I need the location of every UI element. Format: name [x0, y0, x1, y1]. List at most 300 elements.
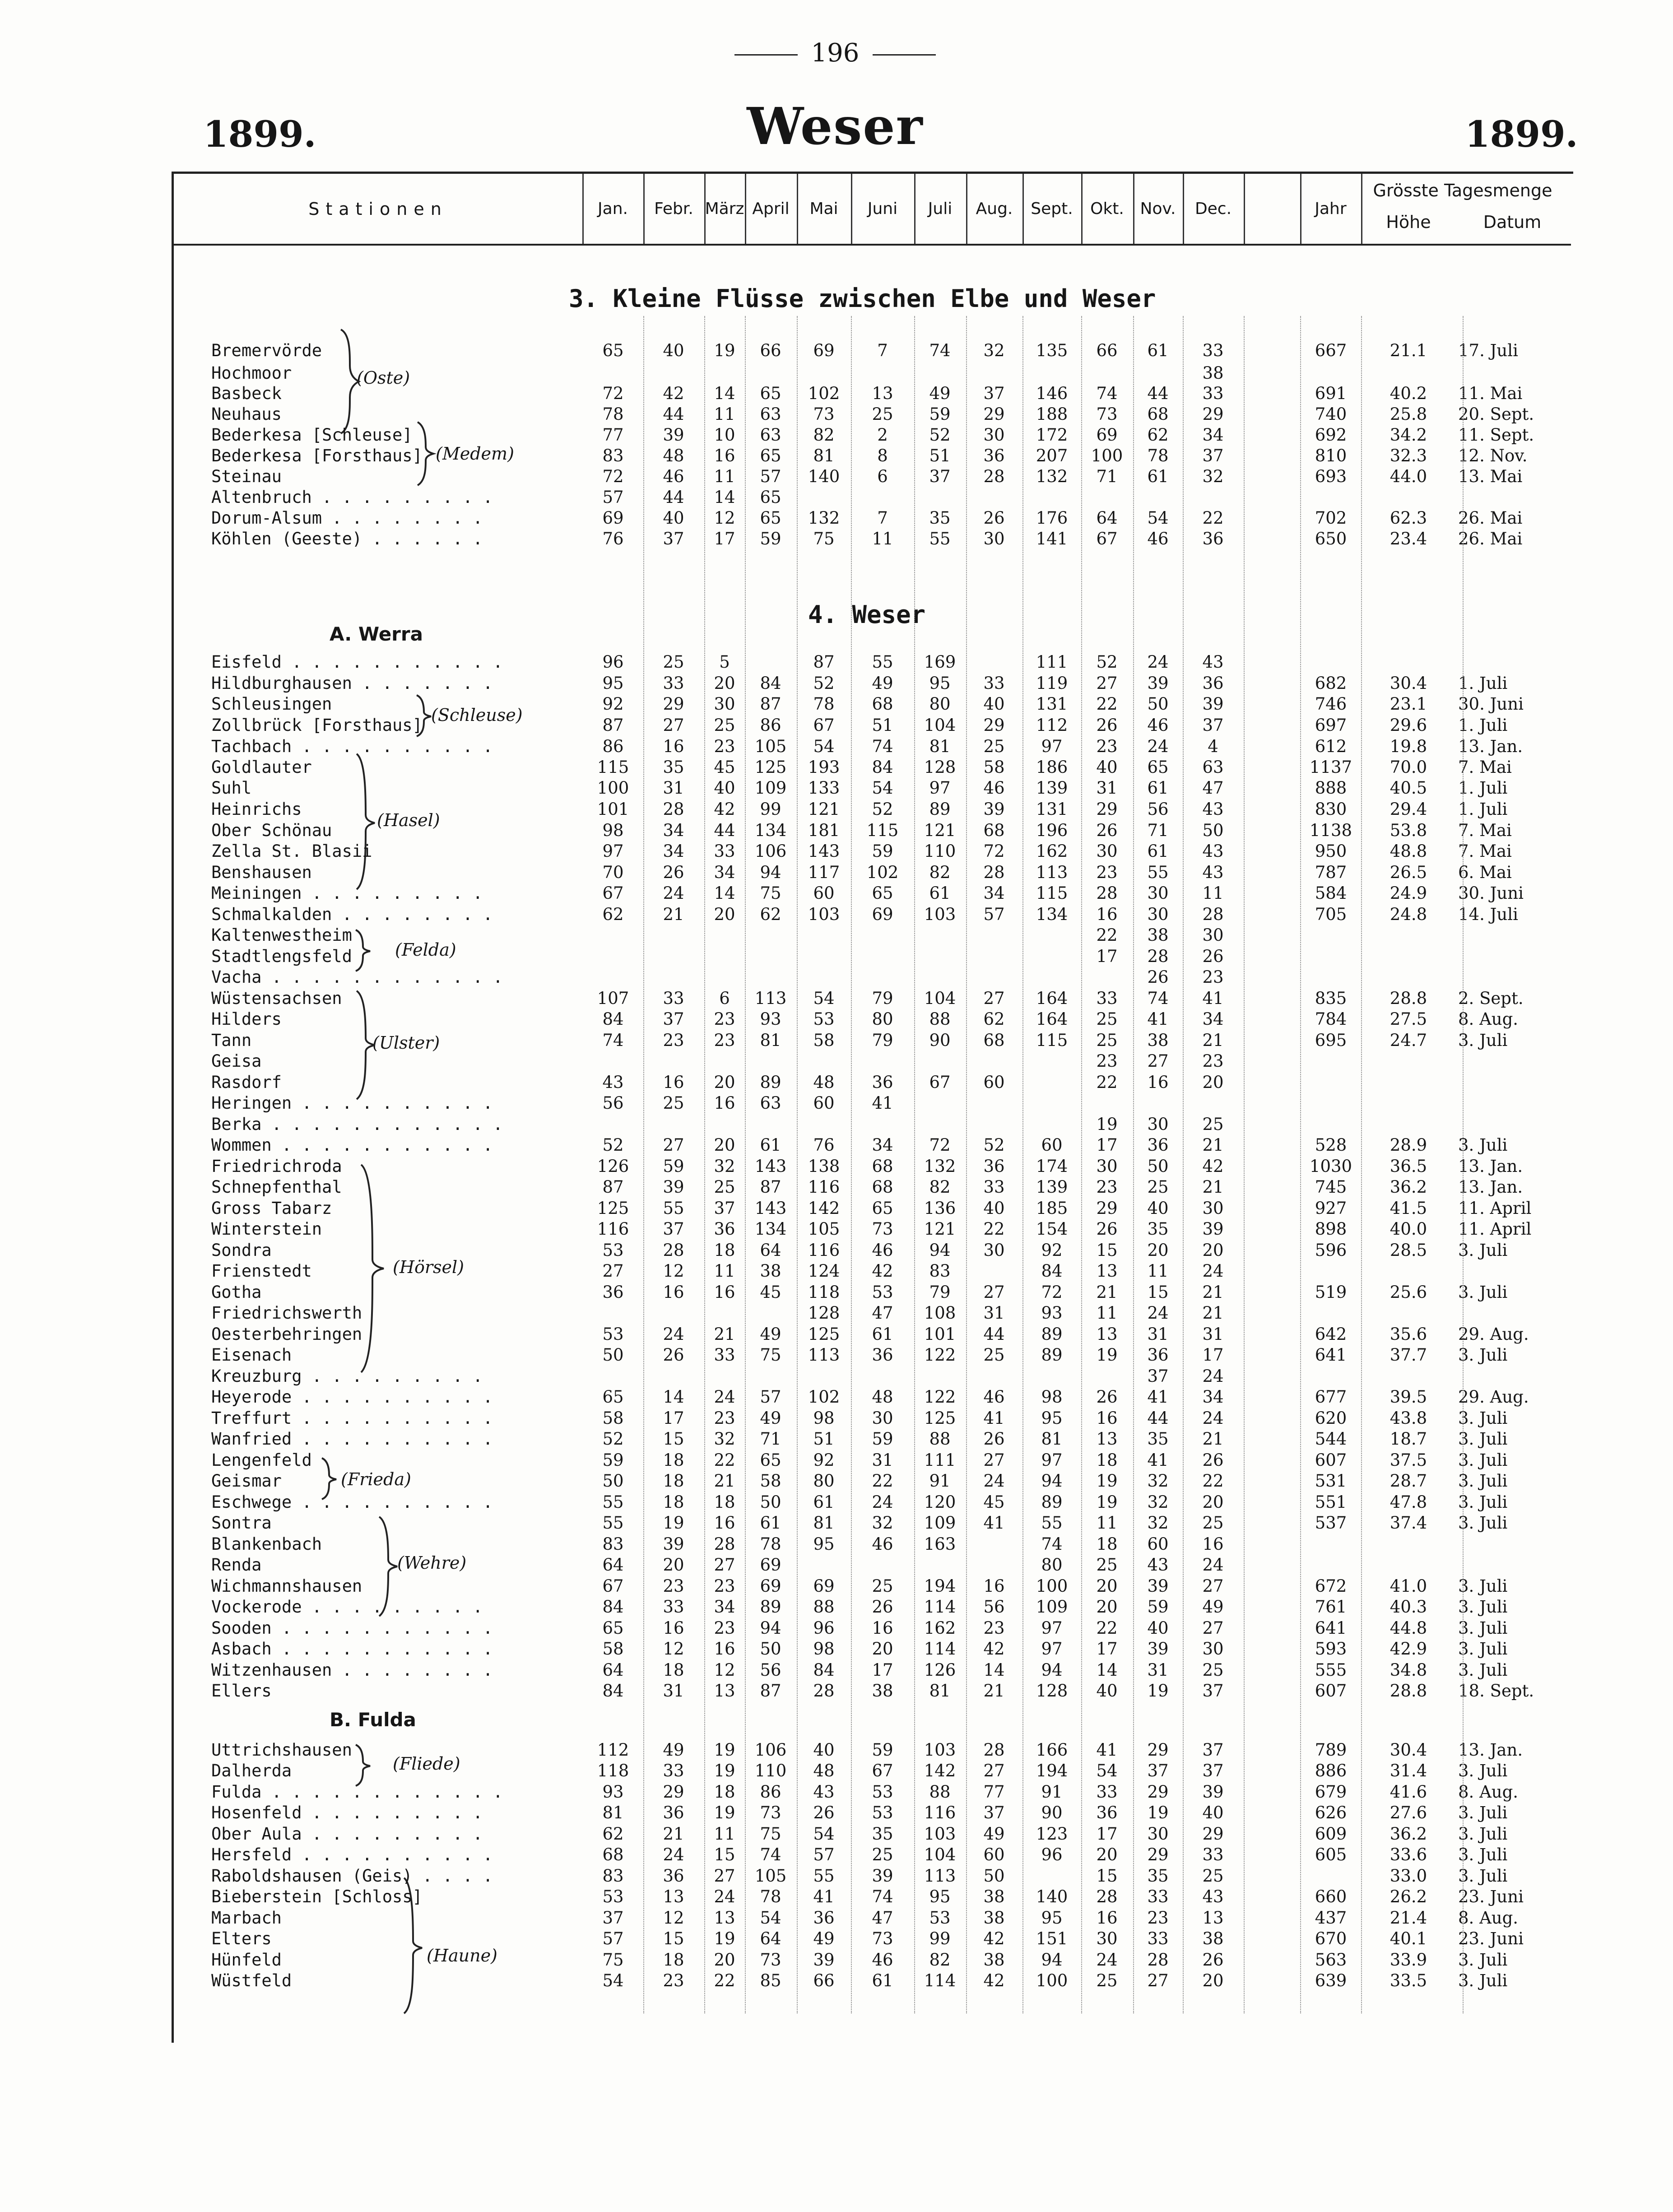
- cell-month-value: 174: [1036, 1157, 1068, 1176]
- cell-month-value: 74: [1041, 1534, 1063, 1554]
- cell-month-value: 17: [1096, 1135, 1118, 1155]
- cell-month-value: 33: [714, 841, 735, 861]
- cell-month-value: 30: [1147, 1115, 1169, 1134]
- cell-month-value: 37: [1147, 1761, 1169, 1780]
- station-name: Kaltenwestheim: [211, 925, 352, 945]
- cell-month-value: 112: [597, 1740, 629, 1760]
- cell-month-value: 50: [602, 1471, 624, 1491]
- cell-month-value: 86: [602, 737, 624, 756]
- station-name: Suhl: [211, 778, 252, 798]
- cell-month-value: 82: [929, 1950, 951, 1970]
- cell-month-value: 38: [1202, 1929, 1224, 1948]
- cell-jahr: 437: [1315, 1908, 1347, 1928]
- cell-month-value: 26: [1147, 967, 1169, 987]
- cell-month-value: 26: [813, 1803, 835, 1822]
- cell-month-value: 116: [924, 1803, 956, 1822]
- cell-month-value: 58: [983, 757, 1005, 777]
- cell-datum: 11. April: [1458, 1219, 1532, 1239]
- cell-month-value: 22: [1096, 1618, 1118, 1638]
- cell-month-value: 33: [1096, 1782, 1118, 1802]
- cell-month-value: 17: [714, 529, 735, 548]
- cell-jahr: 740: [1315, 404, 1347, 424]
- cell-datum: 13. Jan.: [1458, 1157, 1523, 1176]
- cell-datum: 8. Aug.: [1458, 1908, 1519, 1928]
- cell-month-value: 18: [663, 1660, 684, 1680]
- cell-month-value: 50: [760, 1492, 781, 1512]
- cell-hoehe: 28.8: [1390, 989, 1427, 1008]
- cell-month-value: 24: [1202, 1555, 1224, 1575]
- cell-month-value: 23: [1096, 1051, 1118, 1071]
- header-col-sep: [1244, 174, 1245, 244]
- cell-month-value: 25: [872, 1845, 893, 1864]
- cell-month-value: 118: [808, 1283, 840, 1302]
- cell-datum: 7. Mai: [1458, 757, 1512, 777]
- cell-month-value: 41: [813, 1887, 835, 1906]
- cell-month-value: 39: [1202, 1782, 1224, 1802]
- body-col-sep: [914, 316, 915, 2013]
- header-groesste-tagesmenge: Grösste Tagesmenge: [1373, 181, 1552, 200]
- cell-datum: 7. Mai: [1458, 841, 1512, 861]
- station-name: Geismar: [211, 1471, 282, 1491]
- cell-month-value: 17: [1096, 1824, 1118, 1844]
- station-name: Hersfeld . . . . . . . . . .: [211, 1845, 493, 1864]
- cell-datum: 11. Sept.: [1458, 425, 1534, 445]
- year-right: 1899.: [1465, 113, 1578, 155]
- cell-month-value: 16: [714, 1639, 735, 1659]
- cell-month-value: 96: [1041, 1845, 1063, 1864]
- cell-month-value: 27: [1147, 1971, 1169, 1990]
- cell-month-value: 139: [1036, 1177, 1068, 1197]
- cell-month-value: 36: [813, 1908, 835, 1928]
- cell-month-value: 113: [754, 989, 787, 1008]
- station-name: Eisfeld . . . . . . . . . . .: [211, 652, 503, 672]
- cell-month-value: 105: [808, 1219, 840, 1239]
- cell-month-value: 65: [1147, 757, 1169, 777]
- cell-month-value: 42: [714, 799, 735, 819]
- cell-month-value: 51: [872, 716, 893, 735]
- cell-jahr: 607: [1315, 1450, 1347, 1470]
- cell-month-value: 19: [714, 1740, 735, 1760]
- cell-month-value: 46: [872, 1534, 893, 1554]
- cell-month-value: 13: [714, 1908, 735, 1928]
- cell-month-value: 18: [714, 1492, 735, 1512]
- cell-month-value: 24: [1147, 737, 1169, 756]
- cell-jahr: 641: [1315, 1345, 1347, 1365]
- cell-month-value: 92: [1041, 1241, 1063, 1260]
- cell-month-value: 119: [1036, 674, 1068, 693]
- cell-month-value: 36: [663, 1803, 684, 1822]
- cell-month-value: 84: [1041, 1261, 1063, 1281]
- cell-datum: 11. April: [1458, 1199, 1532, 1218]
- cell-month-value: 38: [983, 1950, 1005, 1970]
- header-stationen: Stationen: [308, 199, 448, 219]
- cell-month-value: 49: [813, 1929, 835, 1948]
- cell-month-value: 33: [983, 674, 1005, 693]
- cell-month-value: 56: [983, 1597, 1005, 1617]
- cell-month-value: 33: [663, 1761, 684, 1780]
- station-name: Blankenbach: [211, 1534, 322, 1554]
- cell-month-value: 32: [1202, 467, 1224, 486]
- cell-jahr: 544: [1315, 1429, 1347, 1449]
- cell-month-value: 41: [1147, 1387, 1169, 1407]
- cell-month-value: 100: [597, 778, 629, 798]
- cell-month-value: 40: [813, 1740, 835, 1760]
- cell-month-value: 25: [663, 1093, 684, 1113]
- cell-month-value: 40: [983, 694, 1005, 714]
- cell-month-value: 65: [602, 1618, 624, 1638]
- cell-month-value: 49: [760, 1324, 781, 1344]
- cell-month-value: 31: [663, 778, 684, 798]
- cell-month-value: 87: [760, 1681, 781, 1701]
- section-title-kleine-fluesse: 3. Kleine Flüsse zwischen Elbe und Weser: [569, 284, 1156, 313]
- cell-month-value: 24: [663, 1845, 684, 1864]
- station-name: Elters: [211, 1929, 272, 1948]
- cell-month-value: 55: [602, 1492, 624, 1512]
- cell-datum: 13. Jan.: [1458, 737, 1523, 756]
- cell-month-value: 30: [1202, 925, 1224, 945]
- cell-month-value: 38: [983, 1887, 1005, 1906]
- cell-month-value: 34: [1202, 425, 1224, 445]
- cell-month-value: 65: [760, 1450, 781, 1470]
- cell-hoehe: 44.0: [1390, 467, 1427, 486]
- cell-month-value: 35: [872, 1824, 893, 1844]
- cell-month-value: 109: [924, 1513, 956, 1533]
- cell-month-value: 27: [663, 716, 684, 735]
- cell-month-value: 94: [1041, 1471, 1063, 1491]
- cell-month-value: 69: [760, 1576, 781, 1596]
- cell-datum: 20. Sept.: [1458, 404, 1534, 424]
- station-name: Goldlauter: [211, 757, 312, 777]
- cell-month-value: 136: [924, 1199, 956, 1218]
- cell-jahr: 672: [1315, 1576, 1347, 1596]
- station-name: Dorum-Alsum . . . . . . . .: [211, 508, 483, 528]
- cell-month-value: 69: [1096, 425, 1118, 445]
- cell-month-value: 83: [602, 446, 624, 465]
- body-col-sep: [1300, 316, 1301, 2013]
- cell-month-value: 23: [714, 1576, 735, 1596]
- cell-month-value: 196: [1036, 821, 1068, 840]
- station-name: Hünfeld: [211, 1950, 282, 1970]
- cell-jahr: 702: [1315, 508, 1347, 528]
- cell-month-value: 30: [983, 1241, 1005, 1260]
- station-name: Ellers: [211, 1681, 272, 1701]
- cell-month-value: 103: [808, 905, 840, 924]
- cell-month-value: 23: [1096, 1177, 1118, 1197]
- cell-datum: 3. Juli: [1458, 1618, 1508, 1638]
- cell-month-value: 82: [929, 1177, 951, 1197]
- cell-month-value: 5: [719, 652, 730, 672]
- cell-month-value: 131: [1036, 694, 1068, 714]
- cell-hoehe: 44.8: [1390, 1618, 1427, 1638]
- group-label-felda: (Felda): [395, 940, 456, 960]
- cell-month-value: 72: [602, 384, 624, 403]
- cell-month-value: 11: [1147, 1261, 1169, 1281]
- cell-month-value: 112: [1036, 716, 1068, 735]
- cell-month-value: 24: [872, 1492, 893, 1512]
- cell-month-value: 72: [983, 841, 1005, 861]
- cell-month-value: 101: [597, 799, 629, 819]
- cell-month-value: 33: [1202, 384, 1224, 403]
- cell-month-value: 97: [1041, 737, 1063, 756]
- year-left: 1899.: [203, 113, 316, 155]
- cell-month-value: 6: [877, 467, 888, 486]
- cell-month-value: 64: [760, 1241, 781, 1260]
- cell-month-value: 39: [1202, 1219, 1224, 1239]
- station-name: Neuhaus: [211, 404, 282, 424]
- cell-month-value: 55: [813, 1866, 835, 1886]
- cell-month-value: 25: [872, 404, 893, 424]
- cell-month-value: 47: [872, 1303, 893, 1323]
- cell-hoehe: 26.2: [1390, 1887, 1427, 1906]
- cell-month-value: 47: [1202, 778, 1224, 798]
- cell-month-value: 72: [929, 1135, 951, 1155]
- cell-month-value: 100: [1036, 1576, 1068, 1596]
- cell-month-value: 162: [924, 1618, 956, 1638]
- cell-month-value: 12: [714, 508, 735, 528]
- cell-month-value: 13: [663, 1887, 684, 1906]
- cell-month-value: 95: [813, 1534, 835, 1554]
- cell-month-value: 61: [872, 1971, 893, 1990]
- cell-month-value: 88: [813, 1597, 835, 1617]
- station-name: Dalherda: [211, 1761, 292, 1780]
- cell-month-value: 16: [1096, 905, 1118, 924]
- cell-month-value: 99: [929, 1929, 951, 1948]
- cell-month-value: 154: [1036, 1219, 1068, 1239]
- cell-month-value: 65: [872, 1199, 893, 1218]
- cell-datum: 3. Juli: [1458, 1471, 1508, 1491]
- cell-hoehe: 28.5: [1390, 1241, 1427, 1260]
- cell-month-value: 74: [760, 1845, 781, 1864]
- cell-hoehe: 48.8: [1390, 841, 1427, 861]
- cell-hoehe: 41.0: [1390, 1576, 1427, 1596]
- cell-month-value: 87: [813, 652, 835, 672]
- cell-month-value: 25: [1096, 1971, 1118, 1990]
- cell-month-value: 88: [929, 1782, 951, 1802]
- cell-month-value: 128: [924, 757, 956, 777]
- cell-month-value: 59: [872, 1740, 893, 1760]
- cell-month-value: 53: [872, 1782, 893, 1802]
- cell-hoehe: 25.8: [1390, 404, 1427, 424]
- cell-month-value: 37: [983, 384, 1005, 403]
- cell-datum: 3. Juli: [1458, 1241, 1508, 1260]
- cell-month-value: 54: [813, 737, 835, 756]
- cell-month-value: 96: [813, 1618, 835, 1638]
- cell-jahr: 886: [1315, 1761, 1347, 1780]
- station-name: Raboldshausen (Geis) . . . .: [211, 1866, 493, 1886]
- cell-month-value: 114: [924, 1639, 956, 1659]
- cell-month-value: 37: [1202, 1761, 1224, 1780]
- cell-month-value: 19: [714, 1803, 735, 1822]
- cell-month-value: 89: [1041, 1492, 1063, 1512]
- cell-month-value: 69: [872, 905, 893, 924]
- cell-month-value: 19: [1096, 1492, 1118, 1512]
- cell-month-value: 111: [924, 1450, 956, 1470]
- cell-month-value: 50: [1147, 1157, 1169, 1176]
- cell-month-value: 87: [760, 694, 781, 714]
- cell-month-value: 20: [714, 1135, 735, 1155]
- group-label-haune: (Haune): [427, 1946, 497, 1966]
- cell-jahr: 551: [1315, 1492, 1347, 1512]
- cell-month-value: 71: [760, 1429, 781, 1449]
- cell-month-value: 95: [929, 674, 951, 693]
- cell-month-value: 32: [714, 1429, 735, 1449]
- cell-month-value: 63: [760, 404, 781, 424]
- cell-month-value: 65: [602, 341, 624, 360]
- cell-month-value: 69: [813, 1576, 835, 1596]
- cell-datum: 26. Mai: [1458, 529, 1523, 548]
- cell-jahr: 537: [1315, 1513, 1347, 1533]
- cell-month-value: 84: [602, 1597, 624, 1617]
- cell-month-value: 41: [1147, 1450, 1169, 1470]
- cell-month-value: 16: [714, 1513, 735, 1533]
- cell-jahr: 761: [1315, 1597, 1347, 1617]
- cell-month-value: 15: [714, 1845, 735, 1864]
- cell-month-value: 42: [872, 1261, 893, 1281]
- cell-month-value: 80: [813, 1471, 835, 1491]
- cell-month-value: 32: [1147, 1471, 1169, 1491]
- cell-hoehe: 47.8: [1390, 1492, 1427, 1512]
- cell-jahr: 693: [1315, 467, 1347, 486]
- cell-month-value: 94: [1041, 1950, 1063, 1970]
- cell-month-value: 121: [924, 821, 956, 840]
- cell-month-value: 23: [714, 1618, 735, 1638]
- cell-month-value: 46: [663, 467, 684, 486]
- cell-month-value: 20: [1202, 1492, 1224, 1512]
- cell-jahr: 745: [1315, 1177, 1347, 1197]
- cell-month-value: 61: [1147, 467, 1169, 486]
- cell-month-value: 37: [929, 467, 951, 486]
- cell-month-value: 13: [714, 1681, 735, 1701]
- station-name: Steinau: [211, 467, 282, 486]
- cell-month-value: 41: [872, 1093, 893, 1113]
- cell-datum: 3. Juli: [1458, 1513, 1508, 1533]
- cell-month-value: 43: [1202, 863, 1224, 882]
- cell-month-value: 17: [1096, 947, 1118, 966]
- cell-month-value: 27: [602, 1261, 624, 1281]
- cell-hoehe: 23.1: [1390, 694, 1427, 714]
- cell-month-value: 37: [983, 1803, 1005, 1822]
- group-label-oste: (Oste): [357, 368, 410, 388]
- cell-hoehe: 41.5: [1390, 1199, 1427, 1218]
- header-month: Aug.: [976, 200, 1013, 218]
- cell-month-value: 19: [714, 341, 735, 360]
- cell-month-value: 13: [872, 384, 893, 403]
- station-name: Wüstfeld: [211, 1971, 292, 1990]
- cell-month-value: 34: [1202, 1387, 1224, 1407]
- cell-month-value: 48: [663, 446, 684, 465]
- cell-month-value: 29: [1096, 799, 1118, 819]
- cell-month-value: 51: [813, 1429, 835, 1449]
- cell-month-value: 18: [663, 1492, 684, 1512]
- cell-month-value: 133: [808, 778, 840, 798]
- cell-month-value: 11: [1202, 883, 1224, 903]
- cell-month-value: 110: [754, 1761, 787, 1780]
- cell-month-value: 169: [924, 652, 956, 672]
- cell-month-value: 43: [1202, 1887, 1224, 1906]
- cell-month-value: 103: [924, 1740, 956, 1760]
- cell-month-value: 28: [983, 1740, 1005, 1760]
- cell-month-value: 26: [983, 1429, 1005, 1449]
- header-col-sep: [1361, 174, 1362, 244]
- cell-month-value: 49: [760, 1408, 781, 1428]
- station-name: Schmalkalden . . . . . . . .: [211, 905, 493, 924]
- cell-month-value: 64: [760, 1929, 781, 1948]
- cell-month-value: 131: [1036, 799, 1068, 819]
- cell-month-value: 30: [1096, 1157, 1118, 1176]
- cell-datum: 1. Juli: [1458, 674, 1508, 693]
- cell-jahr: 1138: [1309, 821, 1352, 840]
- cell-month-value: 56: [760, 1660, 781, 1680]
- cell-month-value: 29: [1202, 404, 1224, 424]
- cell-month-value: 33: [1202, 341, 1224, 360]
- cell-month-value: 121: [808, 799, 840, 819]
- cell-month-value: 32: [983, 341, 1005, 360]
- cell-month-value: 84: [602, 1009, 624, 1029]
- cell-month-value: 67: [929, 1073, 951, 1092]
- cell-jahr: 692: [1315, 425, 1347, 445]
- cell-month-value: 11: [714, 467, 735, 486]
- brace-hasel: [352, 752, 379, 892]
- cell-month-value: 46: [983, 778, 1005, 798]
- cell-month-value: 97: [929, 778, 951, 798]
- header-month: Dec.: [1194, 200, 1232, 218]
- cell-month-value: 92: [602, 694, 624, 714]
- cell-month-value: 30: [1202, 1639, 1224, 1659]
- cell-month-value: 92: [813, 1450, 835, 1470]
- cell-month-value: 50: [1202, 821, 1224, 840]
- cell-month-value: 73: [1096, 404, 1118, 424]
- cell-month-value: 29: [1147, 1740, 1169, 1760]
- cell-month-value: 68: [983, 821, 1005, 840]
- cell-month-value: 27: [714, 1866, 735, 1886]
- cell-month-value: 35: [1147, 1429, 1169, 1449]
- cell-month-value: 82: [813, 425, 835, 445]
- cell-datum: 3. Juli: [1458, 1660, 1508, 1680]
- cell-datum: 1. Juli: [1458, 778, 1508, 798]
- station-name: Rasdorf: [211, 1073, 282, 1092]
- station-name: Basbeck: [211, 384, 282, 403]
- cell-month-value: 43: [1202, 799, 1224, 819]
- station-name: Heringen . . . . . . . . . .: [211, 1093, 493, 1113]
- cell-month-value: 60: [1147, 1534, 1169, 1554]
- cell-datum: 3. Juli: [1458, 1866, 1508, 1886]
- cell-month-value: 68: [872, 694, 893, 714]
- cell-month-value: 50: [1147, 694, 1169, 714]
- cell-month-value: 75: [602, 1950, 624, 1970]
- cell-month-value: 91: [929, 1471, 951, 1491]
- cell-month-value: 62: [602, 905, 624, 924]
- cell-month-value: 106: [754, 841, 787, 861]
- cell-jahr: 642: [1315, 1324, 1347, 1344]
- cell-month-value: 38: [760, 1261, 781, 1281]
- cell-month-value: 30: [1147, 1824, 1169, 1844]
- cell-month-value: 45: [714, 757, 735, 777]
- station-name: Sooden . . . . . . . . . . .: [211, 1618, 493, 1638]
- cell-month-value: 103: [924, 905, 956, 924]
- cell-month-value: 87: [760, 1177, 781, 1197]
- subsection-fulda: B. Fulda: [330, 1709, 416, 1731]
- cell-month-value: 95: [929, 1887, 951, 1906]
- cell-month-value: 58: [602, 1408, 624, 1428]
- cell-hoehe: 28.9: [1390, 1135, 1427, 1155]
- station-name: Friedrichswerth: [211, 1303, 362, 1323]
- cell-month-value: 40: [663, 341, 684, 360]
- cell-month-value: 57: [602, 488, 624, 507]
- section-title-weser: 4. Weser: [808, 600, 926, 629]
- cell-hoehe: 21.1: [1390, 341, 1427, 360]
- cell-month-value: 89: [1041, 1345, 1063, 1365]
- cell-month-value: 23: [1147, 1908, 1169, 1928]
